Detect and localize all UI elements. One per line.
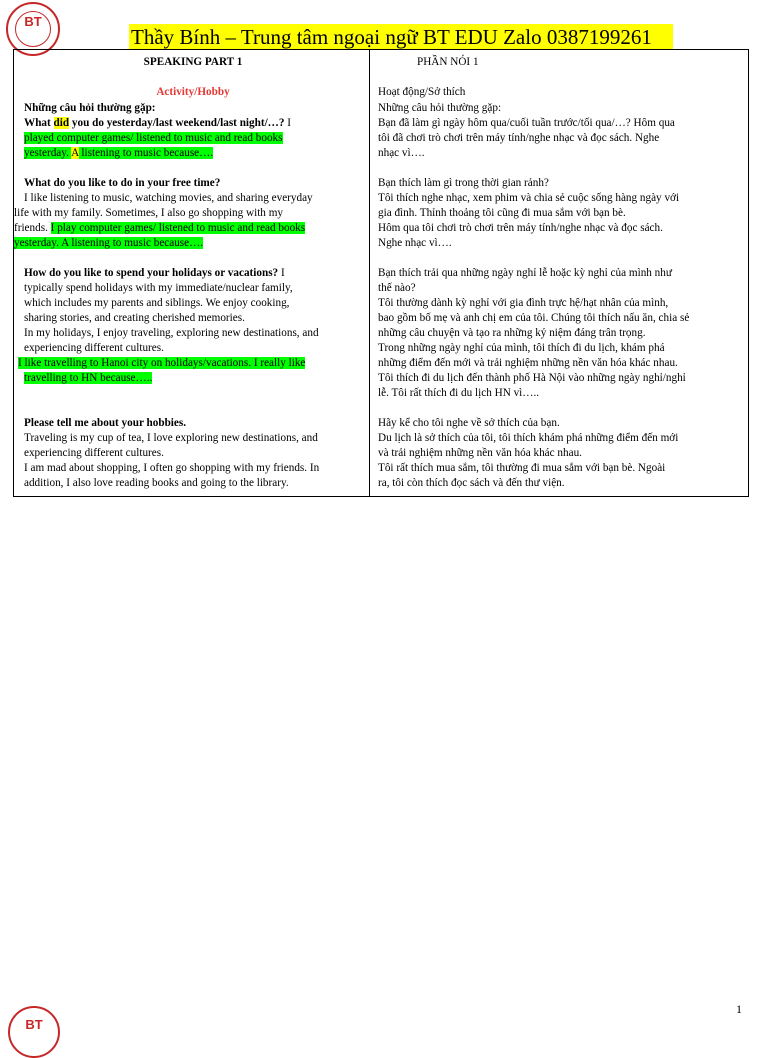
answer-3-line-7 [24,371,152,386]
answer-3-line-5: experiencing different cultures. [24,342,164,354]
answer-1-line-1-text: played computer games/ listened to music and read books [24,132,283,144]
answer-3-line-6 [18,356,305,371]
answer-1-line-2 [24,146,213,161]
answer-4-line-2: experiencing different cultures. [24,447,164,459]
vi-block-4-line-1: Hãy kể cho tôi nghe về sở thích của bạn. [378,417,560,429]
header-banner: Thầy Bính – Trung tâm ngoại ngữ BT EDU Zalo 0387199261 [129,24,673,50]
question-1-rest: you do yesterday/last weekend/last night/…? [69,117,288,129]
answer-4-line-3: I am mad about shopping, I often go shopping with my friends. In [24,462,320,474]
question-1-did: did [53,117,70,129]
bt-edu-logo-footer [8,1006,60,1058]
vi-block-4-line-2: Du lịch là sở thích của tôi, tôi thích khám phá những điểm đến mới [378,432,679,444]
question-1-prefix: What [24,117,54,129]
question-4: Please tell me about your hobbies. [24,417,187,429]
answer-4-line-4: addition, I also love reading books and going to the library. [24,477,289,489]
bt-edu-logo [6,2,60,56]
speaking-table [13,49,749,497]
english-title: SPEAKING PART 1 [143,56,243,68]
vietnamese-common-questions: Những câu hỏi thường gặp: [378,102,502,114]
answer-2-line-3-a: friends. [14,222,51,234]
answer-3-line-7-text: travelling to HN because….. [24,372,153,384]
vi-block-4-line-4: Tôi rất thích mua sắm, tôi thường đi mua sắm với bạn bè. Ngoài [378,462,666,474]
vietnamese-subtitle: Hoạt động/Sở thích [378,86,466,98]
vi-block-3-line-2: thế nào? [378,282,416,294]
vi-block-4-line-5: ra, tôi còn thích đọc sách và đến thư viện. [378,477,565,489]
answer-3-line-4: In my holidays, I enjoy traveling, exploring new destinations, and [24,327,319,339]
answer-3-line-6-text: I like travelling to Hanoi city on holidays/vacations. I really like [18,357,306,369]
vi-block-3-line-9: lễ. Tôi rất thích đi du lịch HN vì….. [378,387,540,399]
answer-1-line-2-a: yesterday. [24,147,72,159]
answer-3-line-2: which includes my parents and siblings. We enjoy cooking, [24,297,290,309]
answer-1-line-1 [24,131,283,146]
vi-block-2-line-1: Bạn thích làm gì trong thời gian rảnh? [378,177,549,189]
vi-block-3-line-7: những điểm đến mới và trải nghiệm những nền văn hóa khác nhau. [378,357,678,369]
vi-block-2-line-2: Tôi thích nghe nhạc, xem phim và chia sẻ cuộc sống hàng ngày với [378,192,680,204]
question-1-tail: I [287,117,291,129]
vietnamese-title: PHẦN NÓI 1 [417,56,479,68]
question-2: What do you like to do in your free time? [24,177,221,189]
vi-block-3-line-8: Tôi thích đi du lịch đến thành phố Hà Nội vào những ngày nghỉ/nghỉ [378,372,686,384]
answer-2-line-1: I like listening to music, watching movies, and sharing everyday [24,192,313,204]
vi-block-3-line-5: những câu chuyện và tạo ra những kỷ niệm đáng trân trọng. [378,327,646,339]
vi-block-1-line-3: nhạc vì…. [378,147,425,159]
vi-block-2-line-5: Nghe nhạc vì…. [378,237,452,249]
vi-block-1-line-2: tôi đã chơi trò chơi trên máy tính/nghe nhạc và đọc sách. Nghe [378,132,660,144]
answer-1-line-2-c: listening to music because…. [78,147,214,159]
answer-3-line-1: typically spend holidays with my immediate/nuclear family, [24,282,293,294]
page-number: 1 [736,1002,742,1016]
english-common-questions: Những câu hỏi thường gặp: [24,102,156,114]
logo-footer-text: BT [25,1017,43,1032]
vi-block-2-line-3: gia đình. Thỉnh thoảng tôi cũng đi mua sắm với bạn bè. [378,207,626,219]
vi-block-3-line-4: bao gồm bố mẹ và anh chị em của tôi. Chúng tôi thích nấu ăn, chia sẻ [378,312,690,324]
vi-block-4-line-3: và trải nghiệm những nền văn hóa khác nhau. [378,447,582,459]
question-1 [24,116,291,131]
column-divider [369,50,370,496]
vi-block-3-line-1: Bạn thích trải qua những ngày nghỉ lễ hoặc kỳ nghỉ của mình như [378,267,672,279]
answer-2-line-4 [14,236,203,251]
vi-block-2-line-4: Hôm qua tôi chơi trò chơi trên máy tính/nghe nhạc và đọc sách. [378,222,663,234]
answer-3-line-3: sharing stories, and creating cherished memories. [24,312,245,324]
english-subtitle: Activity/Hobby [156,86,230,98]
answer-1-line-2-b: A [71,147,79,159]
logo-text: BT [24,14,42,29]
vi-block-1-line-1: Bạn đã làm gì ngày hôm qua/cuối tuần trước/tối qua/…? Hôm qua [378,117,675,129]
answer-2-line-3 [14,221,305,236]
question-3 [24,266,285,281]
question-3-tail: I [278,267,285,279]
question-3-text: How do you like to spend your holidays or vacations? [24,267,279,279]
vi-block-3-line-3: Tôi thường dành kỳ nghỉ với gia đình trực hệ/hạt nhân của mình, [378,297,669,309]
vi-block-3-line-6: Trong những ngày nghỉ của mình, tôi thích đi du lịch, khám phá [378,342,665,354]
answer-2-line-3-b: I play computer games/ listened to music and read books [50,222,306,234]
answer-2-line-2: life with my family. Sometimes, I also go shopping with my [14,207,283,219]
answer-2-line-4-text: yesterday. A listening to music because…. [14,237,204,249]
answer-4-line-1: Traveling is my cup of tea, I love exploring new destinations, and [24,432,318,444]
